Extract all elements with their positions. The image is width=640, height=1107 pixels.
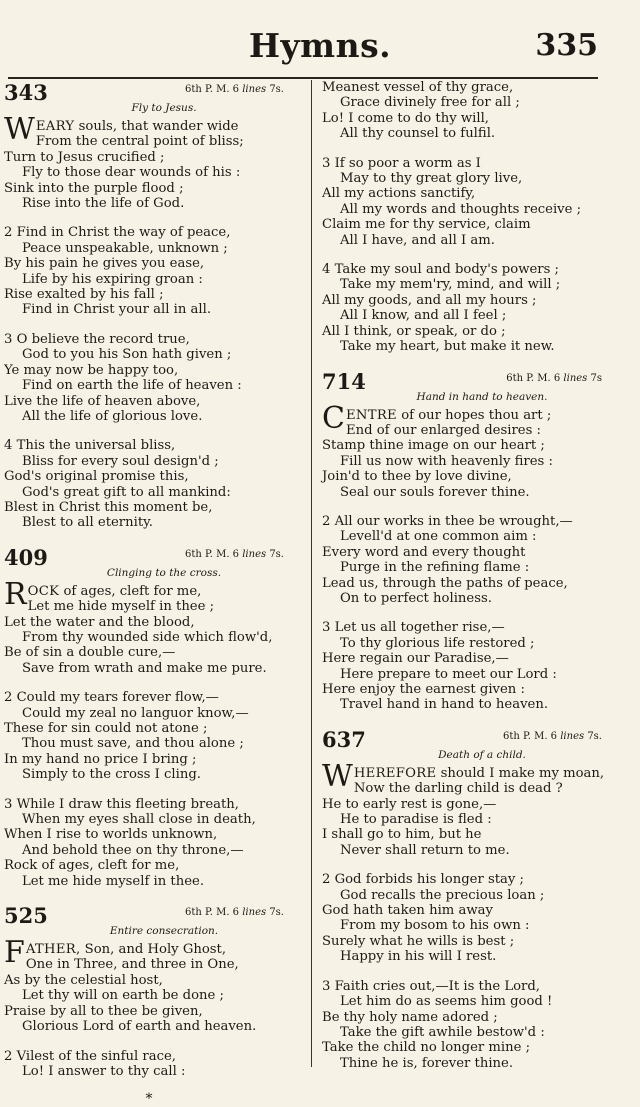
verse-line: God recalls the precious loan ; xyxy=(340,887,545,903)
drop-cap-initial: F xyxy=(4,935,25,971)
verse-line: And behold thee on thy throne,— xyxy=(22,842,244,858)
verse-line: Lo! I answer to thy call : xyxy=(22,1063,186,1079)
verse-line: From my bosom to his own : xyxy=(340,918,530,934)
verse-line: Ye may now be happy too, xyxy=(4,362,179,378)
right-column xyxy=(322,80,612,1085)
verse-line: Stamp thine image on our heart ; xyxy=(322,438,545,454)
verse-line: Meanest vessel of thy grace, xyxy=(322,80,514,95)
verse-line: Levell'd at one common aim : xyxy=(340,529,537,545)
drop-cap-initial: W xyxy=(4,112,35,147)
verse-line: Seal our souls forever thine. xyxy=(340,484,530,500)
verse-line: All I know, and all I feel ; xyxy=(340,308,507,324)
verse-line: Life by his expiring groan : xyxy=(22,271,203,287)
meter-lines: lines xyxy=(242,548,267,560)
meter-label: 6th P. M. 6 xyxy=(185,548,240,560)
verse-line: Let me hide myself in thee ; xyxy=(27,599,215,615)
hymn-number: 714 xyxy=(322,368,366,394)
verse-line: Rock of ages, cleft for me, xyxy=(4,858,180,874)
page-number: 335 xyxy=(535,28,598,63)
hymn-number: 343 xyxy=(4,80,48,105)
verse-line: Lo! I come to do thy will, xyxy=(322,110,489,126)
verse-line: Claim me for thy service, claim xyxy=(322,217,531,233)
first-word: HEREFORE xyxy=(353,765,437,781)
hymn-heading xyxy=(4,903,294,929)
verse-line: All thy counsel to fulfil. xyxy=(340,126,496,142)
verse-line: Purge in the refining flame : xyxy=(340,560,530,576)
verse-line: He to paradise is fled : xyxy=(340,812,492,828)
page-header xyxy=(0,0,640,72)
verse-line: 4 This the universal bliss, xyxy=(4,438,176,454)
verse-line: Simply to the cross I cling. xyxy=(22,767,201,783)
hymn-525 xyxy=(4,903,294,1105)
verse-line: Find on earth the life of heaven : xyxy=(22,378,242,394)
first-word: OCK xyxy=(27,583,60,599)
verse-line: 2 God forbids his longer stay ; xyxy=(322,872,524,888)
verse-line: Here prepare to meet our Lord : xyxy=(340,666,557,682)
verse-line: Be of sin a double cure,— xyxy=(4,645,176,661)
verse-line: Now the darling child is dead ? xyxy=(353,781,563,797)
verse-line: Take the gift awhile bestow'd : xyxy=(340,1024,545,1040)
stanza xyxy=(4,1049,294,1080)
first-line-rest: of ages, cleft for me, xyxy=(59,583,202,599)
stanza xyxy=(322,80,612,142)
verse-line: 3 Let us all together rise,— xyxy=(322,620,505,636)
hymn-heading xyxy=(4,544,294,570)
verse-line: Let thy will on earth be done ; xyxy=(22,988,224,1004)
verse-line: Take the child no longer mine ; xyxy=(322,1040,531,1056)
hymn-heading xyxy=(322,368,612,394)
verse-line: From thy wounded side which flow'd, xyxy=(22,629,273,645)
verse-line: Travel hand in hand to heaven. xyxy=(340,697,549,713)
first-line-rest: souls, that wander wide xyxy=(74,119,239,134)
stanza xyxy=(322,872,612,964)
verse-line: He to early rest is gone,— xyxy=(322,796,497,812)
verse-line: Blest in Christ this moment be, xyxy=(4,499,213,515)
verse-line: These for sin could not atone ; xyxy=(4,721,208,736)
verse-line: Here enjoy the earnest given : xyxy=(322,682,525,697)
column-divider xyxy=(311,80,312,1067)
meter-label: 6th P. M. 6 xyxy=(503,730,558,742)
verse-line: Be thy holy name adored ; xyxy=(322,1009,498,1025)
verse-line: I shall go to him, but he xyxy=(322,827,482,843)
drop-cap-initial: C xyxy=(322,400,345,436)
meter-end: 7s. xyxy=(269,84,284,95)
verse-line: All I have, and all I am. xyxy=(340,232,495,248)
verse-line: Find in Christ your all in all. xyxy=(22,302,212,318)
first-word: EARY xyxy=(35,119,75,134)
hymn-525-continued xyxy=(322,80,612,355)
hymn-meter xyxy=(503,731,602,742)
verse-line: To thy glorious life restored ; xyxy=(340,635,535,651)
verse-line: Blest to all eternity. xyxy=(22,515,154,531)
first-line-rest: Son, and Holy Ghost, xyxy=(80,942,227,958)
hymn-637 xyxy=(322,727,612,1071)
drop-cap-initial: R xyxy=(4,576,27,612)
verse-line: May to thy great glory live, xyxy=(340,171,523,187)
verse-line: From the central point of bliss; xyxy=(35,134,244,150)
meter-end: 7s xyxy=(590,372,602,384)
verse-line: Every word and every thought xyxy=(322,544,526,560)
hymn-subtitle: Death of a child. xyxy=(438,748,526,761)
verse-line: God to you his Son hath given ; xyxy=(22,347,232,363)
verse-line: 2 Find in Christ the way of peace, xyxy=(4,225,231,241)
verse-line: All my words and thoughts receive ; xyxy=(340,201,582,217)
verse-line: 2 All our works in thee be wrought,— xyxy=(322,513,573,529)
verse-line: Take my heart, but make it new. xyxy=(340,339,555,355)
stanza xyxy=(322,156,612,248)
verse-line: Let the water and the blood, xyxy=(4,614,195,630)
verse-line: Let him do as seems him good ! xyxy=(340,994,553,1010)
verse-line: Happy in his will I rest. xyxy=(340,949,497,965)
meter-lines: lines xyxy=(560,730,585,742)
stanza xyxy=(322,514,612,606)
verse-line: 3 O believe the record true, xyxy=(4,331,190,347)
first-word: ENTRE xyxy=(345,407,397,423)
verse-line: God's great gift to all mankind: xyxy=(22,484,231,500)
verse-line: All the life of glorious love. xyxy=(22,408,203,424)
verse-line: God hath taken him away xyxy=(322,903,493,919)
stanza xyxy=(4,112,294,212)
verse-line: All my goods, and all my hours ; xyxy=(322,292,537,308)
hymn-heading xyxy=(4,80,294,105)
hymn-heading xyxy=(322,726,612,752)
verse-line: 4 Take my soul and body's powers ; xyxy=(322,262,559,278)
header-rule xyxy=(8,77,598,79)
meter-lines: lines xyxy=(242,907,267,919)
hymn-number: 637 xyxy=(322,726,366,752)
hymn-subtitle: Clinging to the cross. xyxy=(106,566,222,579)
stanza xyxy=(4,690,294,782)
verse-line: Thine he is, forever thine. xyxy=(340,1055,514,1071)
stanza xyxy=(4,797,294,889)
stanza xyxy=(4,332,294,424)
verse-line: 3 While I draw this fleeting breath, xyxy=(4,796,239,812)
left-column xyxy=(4,80,294,1105)
verse-line: When I rise to worlds unknown, xyxy=(4,827,218,843)
hymn-subtitle: Entire consecration. xyxy=(109,925,219,938)
verse-line: Bliss for every soul design'd ; xyxy=(22,453,219,469)
verse-line: Join'd to thee by love divine, xyxy=(322,469,512,485)
verse-line: Save from wrath and make me pure. xyxy=(22,660,267,676)
verse-line: 2 Vilest of the sinful race, xyxy=(4,1048,176,1064)
stanza xyxy=(4,576,294,676)
verse-line: On to perfect holiness. xyxy=(340,590,492,606)
hymn-subtitle: Fly to Jesus. xyxy=(131,102,197,114)
verse-line: As by the celestial host, xyxy=(4,972,163,988)
first-word: ATHER, xyxy=(25,942,81,958)
verse-line: 3 If so poor a worm as I xyxy=(322,155,481,171)
verse-line: 3 Faith cries out,—It is the Lord, xyxy=(322,978,540,994)
verse-line: Grace divinely free for all ; xyxy=(340,95,520,111)
stanza xyxy=(322,400,612,500)
verse-line: When my eyes shall close in death, xyxy=(22,812,256,828)
signature-mark: * xyxy=(145,1091,153,1107)
hymn-meter xyxy=(185,907,284,918)
verse-line: End of our enlarged desires : xyxy=(345,422,541,438)
meter-lines: lines xyxy=(242,84,267,95)
verse-line: Peace unspeakable, unknown ; xyxy=(22,240,228,256)
stanza xyxy=(4,438,294,530)
verse-line: One in Three, and three in One, xyxy=(25,957,239,973)
running-title: Hymns. xyxy=(248,26,392,65)
verse-line: Live the life of heaven above, xyxy=(4,393,201,409)
meter-label: 6th P. M. 6 xyxy=(506,372,561,384)
verse-line: Glorious Lord of earth and heaven. xyxy=(22,1019,257,1035)
hymn-subtitle: Hand in hand to heaven. xyxy=(416,390,548,403)
verse-line: All I think, or speak, or do ; xyxy=(322,323,506,339)
verse-line: Could my zeal no languor know,— xyxy=(22,705,249,721)
meter-end: 7s. xyxy=(269,907,284,919)
hymn-714 xyxy=(322,369,612,713)
verse-line: Fly to those dear wounds of his : xyxy=(22,165,241,181)
verse-line: Lead us, through the paths of peace, xyxy=(322,575,568,591)
verse-line: All my actions sanctify, xyxy=(322,186,476,202)
hymn-meter xyxy=(185,84,284,95)
meter-lines: lines xyxy=(563,372,588,384)
meter-end: 7s. xyxy=(269,548,284,560)
verse-line: Thou must save, and thou alone ; xyxy=(22,736,244,752)
verse-line: God's original promise this, xyxy=(4,469,189,485)
drop-cap-initial: W xyxy=(322,758,353,794)
stanza xyxy=(322,620,612,712)
verse-line: Let me hide myself in thee. xyxy=(22,873,205,889)
meter-label: 6th P. M. 6 xyxy=(185,84,240,95)
first-line-rest: should I make my moan, xyxy=(436,765,605,781)
verse-line: Turn to Jesus crucified ; xyxy=(4,149,165,165)
hymn-number: 409 xyxy=(4,544,48,570)
verse-line: Sink into the purple flood ; xyxy=(4,180,184,196)
meter-end: 7s. xyxy=(587,730,602,742)
verse-line: Fill us now with heavenly fires : xyxy=(340,453,553,469)
first-line-rest: of our hopes thou art ; xyxy=(397,407,552,423)
stanza xyxy=(322,758,612,858)
verse-line: Take my mem'ry, mind, and will ; xyxy=(340,277,561,293)
verse-line: By his pain he gives you ease, xyxy=(4,256,205,272)
verse-line: In my hand no price I bring ; xyxy=(4,751,197,767)
verse-line: Praise by all to thee be given, xyxy=(4,1003,203,1019)
stanza xyxy=(4,935,294,1035)
stanza xyxy=(322,262,612,354)
hymn-343 xyxy=(4,80,294,531)
meter-label: 6th P. M. 6 xyxy=(185,907,240,919)
verse-line: Surely what he wills is best ; xyxy=(322,933,515,949)
hymn-meter xyxy=(185,549,284,560)
verse-line: Never shall return to me. xyxy=(340,842,510,858)
verse-line: Rise exalted by his fall ; xyxy=(4,287,164,303)
verse-line: Rise into the life of God. xyxy=(22,196,185,212)
stanza xyxy=(322,979,612,1071)
stanza xyxy=(4,225,294,317)
hymn-meter xyxy=(506,373,602,384)
verse-line: 2 Could my tears forever flow,— xyxy=(4,690,219,706)
hymn-number: 525 xyxy=(4,903,48,929)
hymn-409 xyxy=(4,545,294,889)
verse-line: Here regain our Paradise,— xyxy=(322,651,509,667)
